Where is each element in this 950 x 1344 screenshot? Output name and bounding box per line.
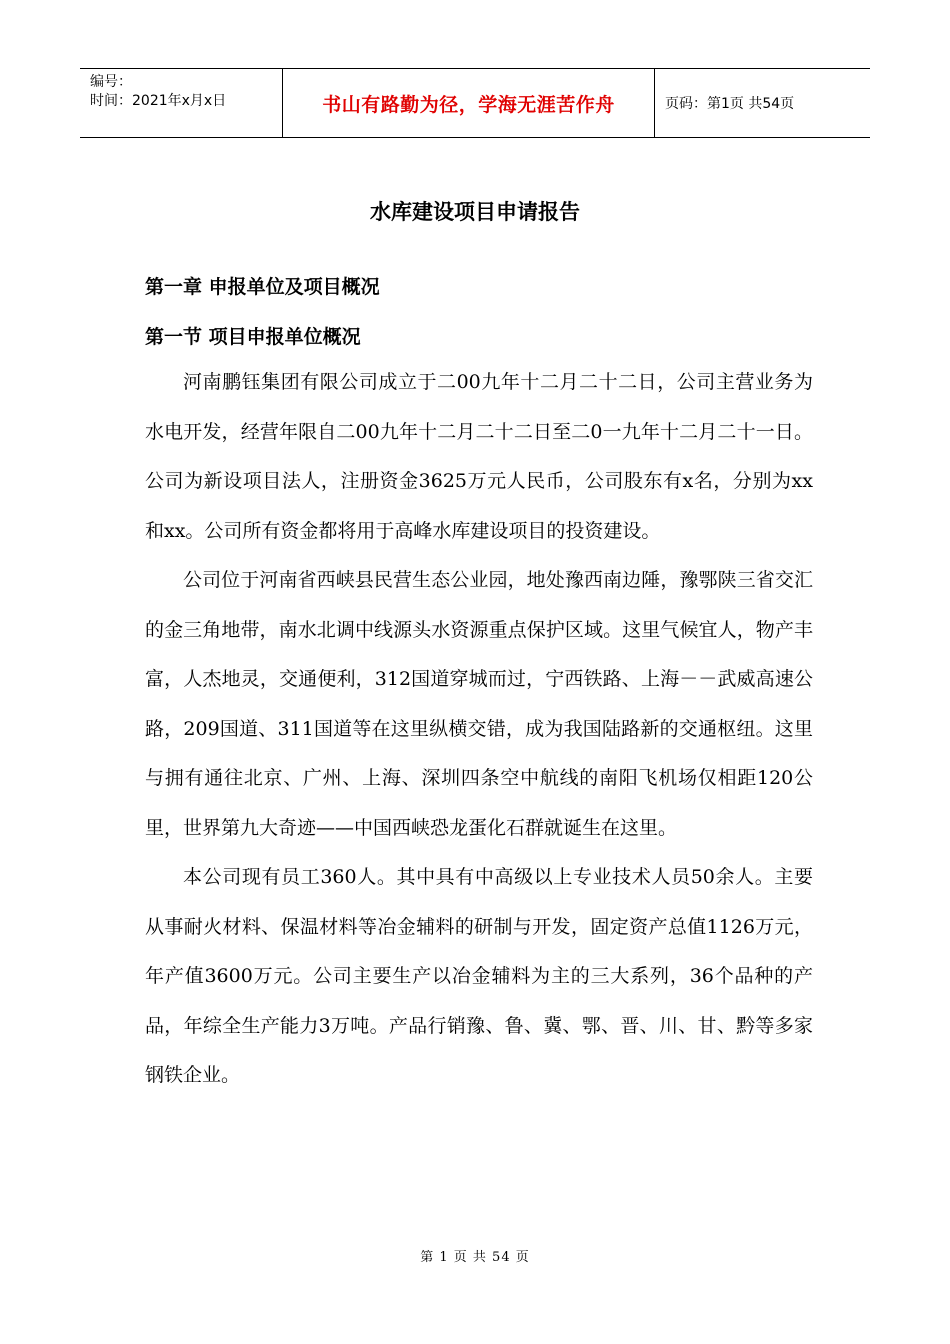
document-header [80, 68, 870, 138]
page-footer: 第 1 页 共 54 页 [420, 1250, 530, 1265]
paragraph: 公司位于河南省西峡县民营生态公业园，地处豫西南边陲，豫鄂陕三省交汇的金三角地带，南水北调中线源头水资源重点保护区域。这里气候宜人，物产丰富，人杰地灵，交通便利，312国道穿城而过，宁西铁路、上海－－武威高速公路，209国道、311国道等在这里纵横交错，成为我国陆路新的交通枢纽。这里与拥有通往北京、广州、上海、深圳四条空中航线的南阳飞机场仅相距120公里，世界第九大奇迹——中国西峡恐龙蛋化石群就诞生在这里。 [145, 569, 813, 839]
number-label: 编号： [90, 74, 132, 90]
body-text [145, 358, 813, 1101]
document-title: 水库建设项目申请报告 [370, 200, 580, 224]
section-heading: 第一节 项目申报单位概况 [145, 326, 361, 348]
header-motto: 书山有路勤为径，学海无涯苦作舟 [322, 93, 615, 116]
date-label: 时间：2021年x月x日 [90, 93, 227, 109]
paragraph: 河南鹏钰集团有限公司成立于二00九年十二月二十二日，公司主营业务为水电开发，经营年限自二00九年十二月二十二日至二0一九年十二月二十一日。公司为新设项目法人，注册资金3625万元人民币，公司股东有x名，分别为xx和xx。公司所有资金都将用于高峰水库建设项目的投资建设。 [145, 371, 813, 542]
header-meta [80, 69, 282, 137]
chapter-heading: 第一章 申报单位及项目概况 [145, 276, 380, 298]
paragraph: 本公司现有员工360人。其中具有中高级以上专业技术人员50余人。主要从事耐火材料、保温材料等冶金辅料的研制与开发，固定资产总值1126万元，年产值3600万元。公司主要生产以冶金辅料为主的三大系列，36个品种的产品，年综全生产能力3万吨。产品行销豫、鲁、冀、鄂、晋、川、甘、黔等多家钢铁企业。 [145, 866, 813, 1086]
header-motto-cell [282, 69, 655, 137]
header-page-info: 页码：第1页 共54页 [665, 96, 795, 112]
